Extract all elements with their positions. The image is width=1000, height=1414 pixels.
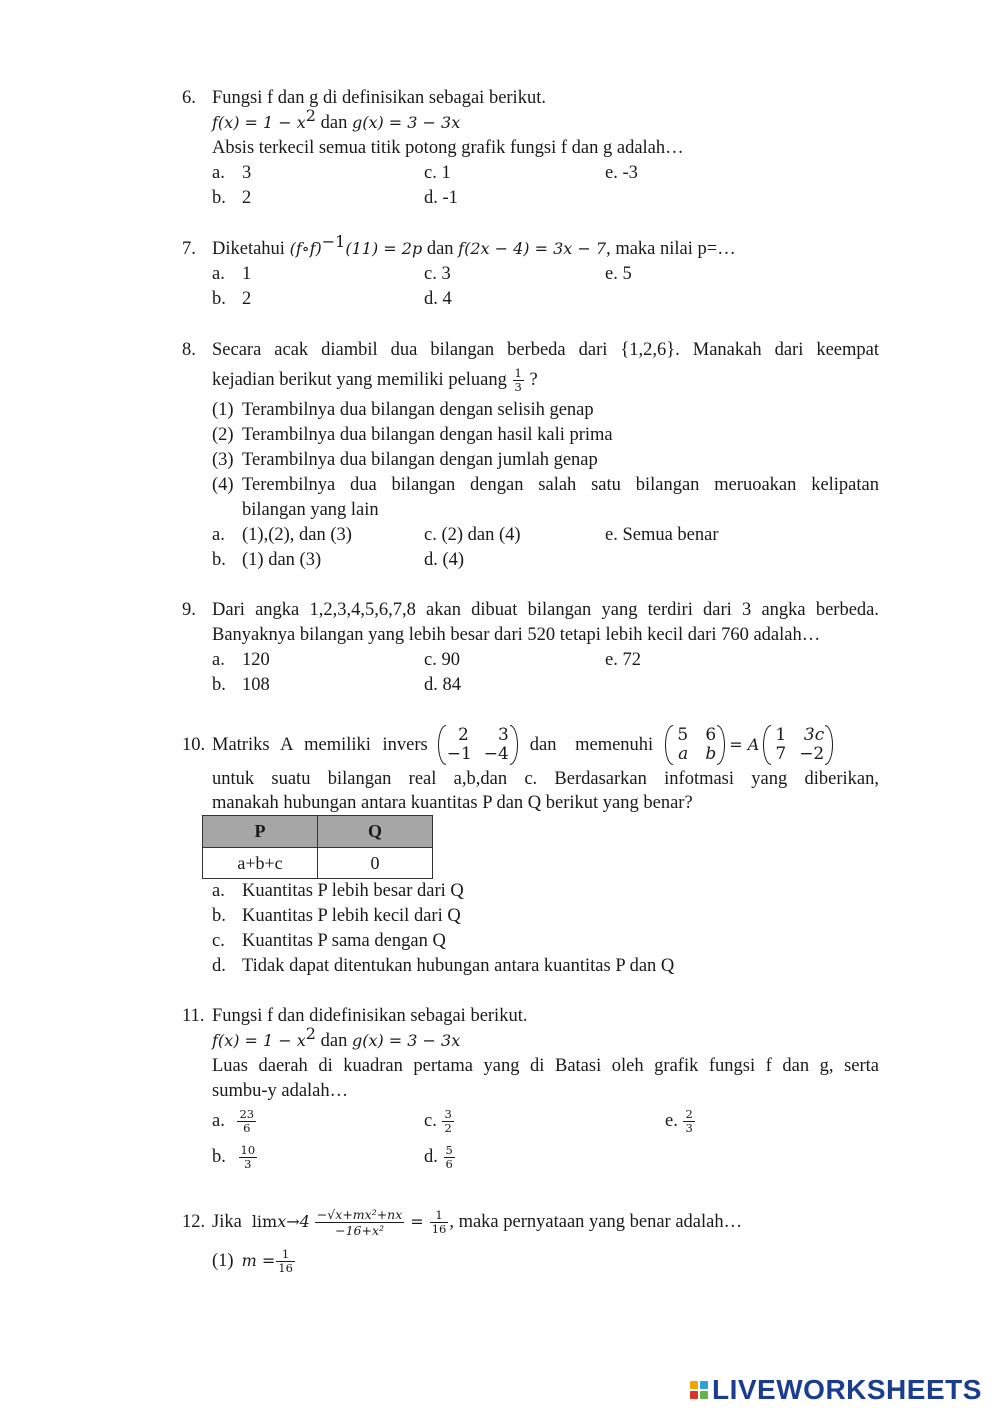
q7-option-a-letter: a. bbox=[212, 264, 225, 284]
q8-statement-3: Terambilnya dua bilangan dengan jumlah genap bbox=[242, 450, 598, 470]
q8-statement-2-label: (2) bbox=[212, 425, 234, 445]
q10-matrix-right: 1 3c 7 −2 bbox=[763, 726, 833, 764]
q9-line1: Dari angka 1,2,3,4,5,6,7,8 akan dibuat bilangan yang terdiri dari 3 angka berbeda. bbox=[212, 600, 879, 620]
q11-option-e[interactable]: e. $\frac{2}{3}$ bbox=[665, 1107, 693, 1136]
q6-question: Absis terkecil semua titik potong grafik fungsi f dan g adalah… bbox=[212, 138, 684, 158]
q8-number: 8. bbox=[182, 340, 196, 360]
q7-option-d[interactable]: d. 4 bbox=[424, 289, 452, 309]
q7-option-a[interactable]: 1 bbox=[242, 264, 252, 284]
q11-option-b[interactable]: b. $\frac{10}{3}$ bbox=[212, 1143, 256, 1172]
q8-statement-4-cont: bilangan yang lain bbox=[242, 500, 379, 520]
q6-option-b[interactable]: 2 bbox=[242, 188, 252, 208]
liveworksheets-wordmark: LIVEWORKSHEETS bbox=[712, 1374, 982, 1405]
q8-statement-1: Terambilnya dua bilangan dengan selisih genap bbox=[242, 400, 594, 420]
q6-option-a-letter: a. bbox=[212, 163, 225, 183]
pq-header-p: P bbox=[203, 816, 318, 848]
q6-number: 6. bbox=[182, 88, 196, 108]
q8-option-e[interactable]: e. Semua benar bbox=[605, 525, 719, 545]
q7-number: 7. bbox=[182, 239, 196, 259]
q7-stem: Diketahui (f∘f)$^{-1}$(11) = 2p dan f(2x − 4) = 3x − 7, maka nilai p=… bbox=[212, 232, 736, 259]
liveworksheets-logo bbox=[690, 1373, 982, 1407]
q6-option-c[interactable]: c. 1 bbox=[424, 163, 451, 183]
q10-option-c-letter: c. bbox=[212, 931, 225, 951]
q6-option-a[interactable]: 3 bbox=[242, 163, 252, 183]
q8-option-b[interactable]: (1) dan (3) bbox=[242, 550, 322, 570]
q8-statement-4-label: (4) bbox=[212, 475, 234, 495]
q8-statement-4: Terembilnya dua bilangan dengan salah satu bilangan meruoakan kelipatan bbox=[242, 475, 879, 495]
q11-line4: sumbu-y adalah… bbox=[212, 1081, 349, 1101]
q8-statement-1-label: (1) bbox=[212, 400, 234, 420]
liveworksheets-logo-icon bbox=[690, 1381, 708, 1399]
q12-number: 12. bbox=[182, 1212, 206, 1232]
q11-formula: $f(x) = 1 - x^2$ dan g(x) = 3 − 3x bbox=[212, 1024, 461, 1051]
pq-table-row bbox=[203, 848, 433, 879]
q11-option-d[interactable]: d. $\frac{5}{6}$ bbox=[424, 1143, 453, 1172]
q10-option-d[interactable]: Tidak dapat ditentukan hubungan antara kuantitas P dan Q bbox=[242, 956, 675, 976]
q12-stem: Jika lim x→4 $\frac{\text{−√x+mx²+nx}}{\text{−16+x²}}$ = $\frac{1}{16}$ , maka pernyataan yang benar adalah… bbox=[212, 1206, 743, 1238]
q10-line3: manakah hubungan antara kuantitas P dan Q berikut yang benar? bbox=[212, 793, 693, 813]
q8-probability-fraction: $\frac{1}{3}$ bbox=[514, 366, 522, 395]
q12-statement-1: (1) m = $\frac{1}{16}$ bbox=[212, 1246, 293, 1275]
q8-option-c[interactable]: c. (2) dan (4) bbox=[424, 525, 521, 545]
q6-option-b-letter: b. bbox=[212, 188, 226, 208]
q9-option-c[interactable]: c. 90 bbox=[424, 650, 460, 670]
q11-stem: Fungsi f dan didefinisikan sebagai berikut. bbox=[212, 1006, 528, 1026]
q8-statement-2: Terambilnya dua bilangan dengan hasil kali prima bbox=[242, 425, 613, 445]
q10-stem: Matriks A memiliki invers 2 3 −1 −4 dan memenuhi 5 6 a b = A 1 3c 7 −2 bbox=[212, 723, 879, 767]
pq-table bbox=[202, 815, 433, 879]
pq-header-q: Q bbox=[318, 816, 433, 848]
q8-line2: kejadian berikut yang memiliki peluang $\frac{1}{3}$ ? bbox=[212, 366, 538, 395]
q11-line3: Luas daerah di kuadran pertama yang di Batasi oleh grafik fungsi f dan g, serta bbox=[212, 1056, 879, 1076]
q10-matrix-left: 5 6 a b bbox=[665, 726, 725, 764]
q10-option-a-letter: a. bbox=[212, 881, 225, 901]
q9-option-e[interactable]: e. 72 bbox=[605, 650, 641, 670]
q9-line2: Banyaknya bilangan yang lebih besar dari 520 tetapi lebih kecil dari 760 adalah… bbox=[212, 625, 821, 645]
q7-option-c[interactable]: c. 3 bbox=[424, 264, 451, 284]
q9-option-d[interactable]: d. 84 bbox=[424, 675, 461, 695]
q11-option-c[interactable]: c. $\frac{3}{2}$ bbox=[424, 1107, 452, 1136]
q9-option-b[interactable]: 108 bbox=[242, 675, 270, 695]
q10-option-b-letter: b. bbox=[212, 906, 226, 926]
q8-option-d[interactable]: d. (4) bbox=[424, 550, 465, 570]
q11-option-a[interactable]: a. $\frac{23}{6}$ bbox=[212, 1107, 255, 1136]
q9-option-a-letter: a. bbox=[212, 650, 225, 670]
q8-line1: Secara acak diambil dua bilangan berbeda dari {1,2,6}. Manakah dari keempat bbox=[212, 340, 879, 360]
q10-number: 10. bbox=[182, 735, 206, 755]
pq-cell-p: a+b+c bbox=[203, 848, 318, 879]
q9-option-a[interactable]: 120 bbox=[242, 650, 270, 670]
q10-option-a[interactable]: Kuantitas P lebih besar dari Q bbox=[242, 881, 464, 901]
q6-stem: Fungsi f dan g di definisikan sebagai berikut. bbox=[212, 88, 546, 108]
q6-option-d[interactable]: d. -1 bbox=[424, 188, 458, 208]
pq-table-header bbox=[203, 816, 433, 848]
q8-option-a-letter: a. bbox=[212, 525, 225, 545]
q7-option-b[interactable]: 2 bbox=[242, 289, 252, 309]
q11-number: 11. bbox=[182, 1006, 205, 1026]
q6-option-e[interactable]: e. -3 bbox=[605, 163, 638, 183]
q10-option-c[interactable]: Kuantitas P sama dengan Q bbox=[242, 931, 446, 951]
q12-rhs-fraction: $\frac{1}{16}$ bbox=[431, 1207, 447, 1236]
q8-statement-3-label: (3) bbox=[212, 450, 234, 470]
q10-option-d-letter: d. bbox=[212, 956, 226, 976]
pq-cell-q: 0 bbox=[318, 848, 433, 879]
q10-line2: untuk suatu bilangan real a,b,dan c. Berdasarkan infotmasi yang diberikan, bbox=[212, 769, 879, 789]
q7-option-b-letter: b. bbox=[212, 289, 226, 309]
q8-option-b-letter: b. bbox=[212, 550, 226, 570]
q12-limit-fraction: $\frac{\text{−√x+mx²+nx}}{\text{−16+x²}}$ bbox=[316, 1206, 403, 1238]
q9-number: 9. bbox=[182, 600, 196, 620]
q7-option-e[interactable]: e. 5 bbox=[605, 264, 632, 284]
q10-option-b[interactable]: Kuantitas P lebih kecil dari Q bbox=[242, 906, 461, 926]
q9-option-b-letter: b. bbox=[212, 675, 226, 695]
q10-inverse-matrix: 2 3 −1 −4 bbox=[438, 726, 518, 764]
q6-formula: $f(x) = 1 - x^2$ dan g(x) = 3 − 3x bbox=[212, 106, 461, 133]
q8-option-a[interactable]: (1),(2), dan (3) bbox=[242, 525, 352, 545]
